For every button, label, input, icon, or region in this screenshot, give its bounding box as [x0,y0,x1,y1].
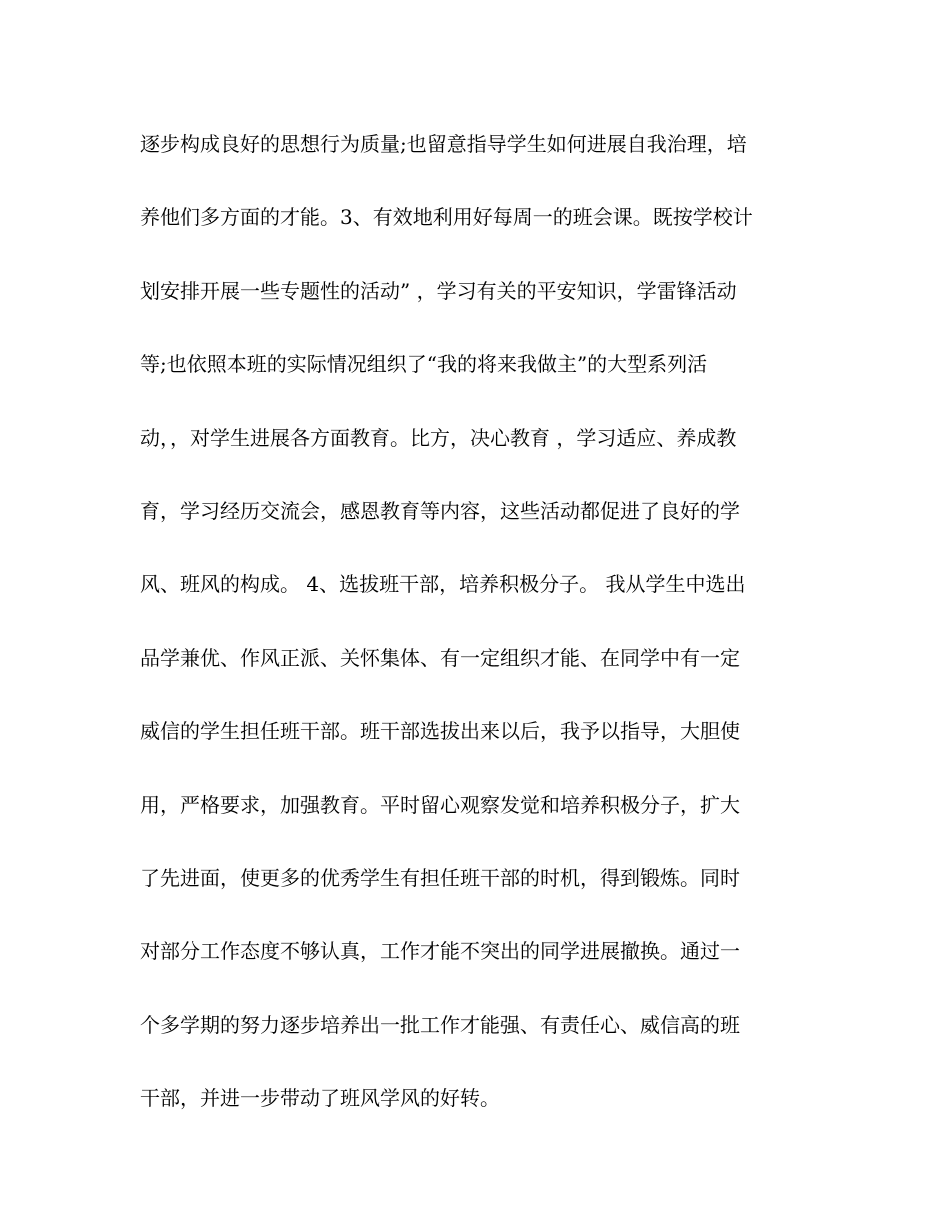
text-line: 动，，对学生进展各方面教育。比方，决心教育 ，学习适应、养成教 [140,425,737,450]
text-line: 风、班风的构成。 4、选拔班干部，培养积极分子。 我从学生中选出 [140,572,746,597]
text-line: 威信的学生担任班干部。班干部选拔出来以后，我予以指导，大胆使 [140,719,740,744]
text-line: 品学兼优、作风正派、关怀集体、有一定组织才能、在同学中有一定 [140,645,740,670]
text-line: 逐步构成良好的思想行为质量;也留意指导学生如何进展自我治理，培 [140,132,747,156]
text-line: 划安排开展一些专题性的活动” ，学习有关的平安知识，学雷锋活动 [140,278,737,303]
text-line: 了先进面，使更多的优秀学生有担任班干部的时机，得到锻炼。同时 [140,865,740,890]
text-line: 用，严格要求，加强教育。平时留心观察发觉和培养积极分子，扩大 [140,792,740,817]
text-line: 对部分工作态度不够认真，工作才能不突出的同学进展撤换。通过一 [140,939,740,964]
text-line: 育，学习经历交流会，感恩教育等内容，这些活动都促进了良好的学 [140,498,740,523]
body-text [140,120,820,1147]
text-line: 个多学期的努力逐步培养出一批工作才能强、有责任心、威信高的班 [140,1012,740,1037]
text-line: 养他们多方面的才能。3、有效地利用好每周一的班会课。既按学校计 [140,205,753,230]
text-line: 等;也依照本班的实际情况组织了“我的将来我做主”的大型系列活 [140,352,708,377]
text-line: 干部，并进一步带动了班风学风的好转。 [140,1086,500,1111]
